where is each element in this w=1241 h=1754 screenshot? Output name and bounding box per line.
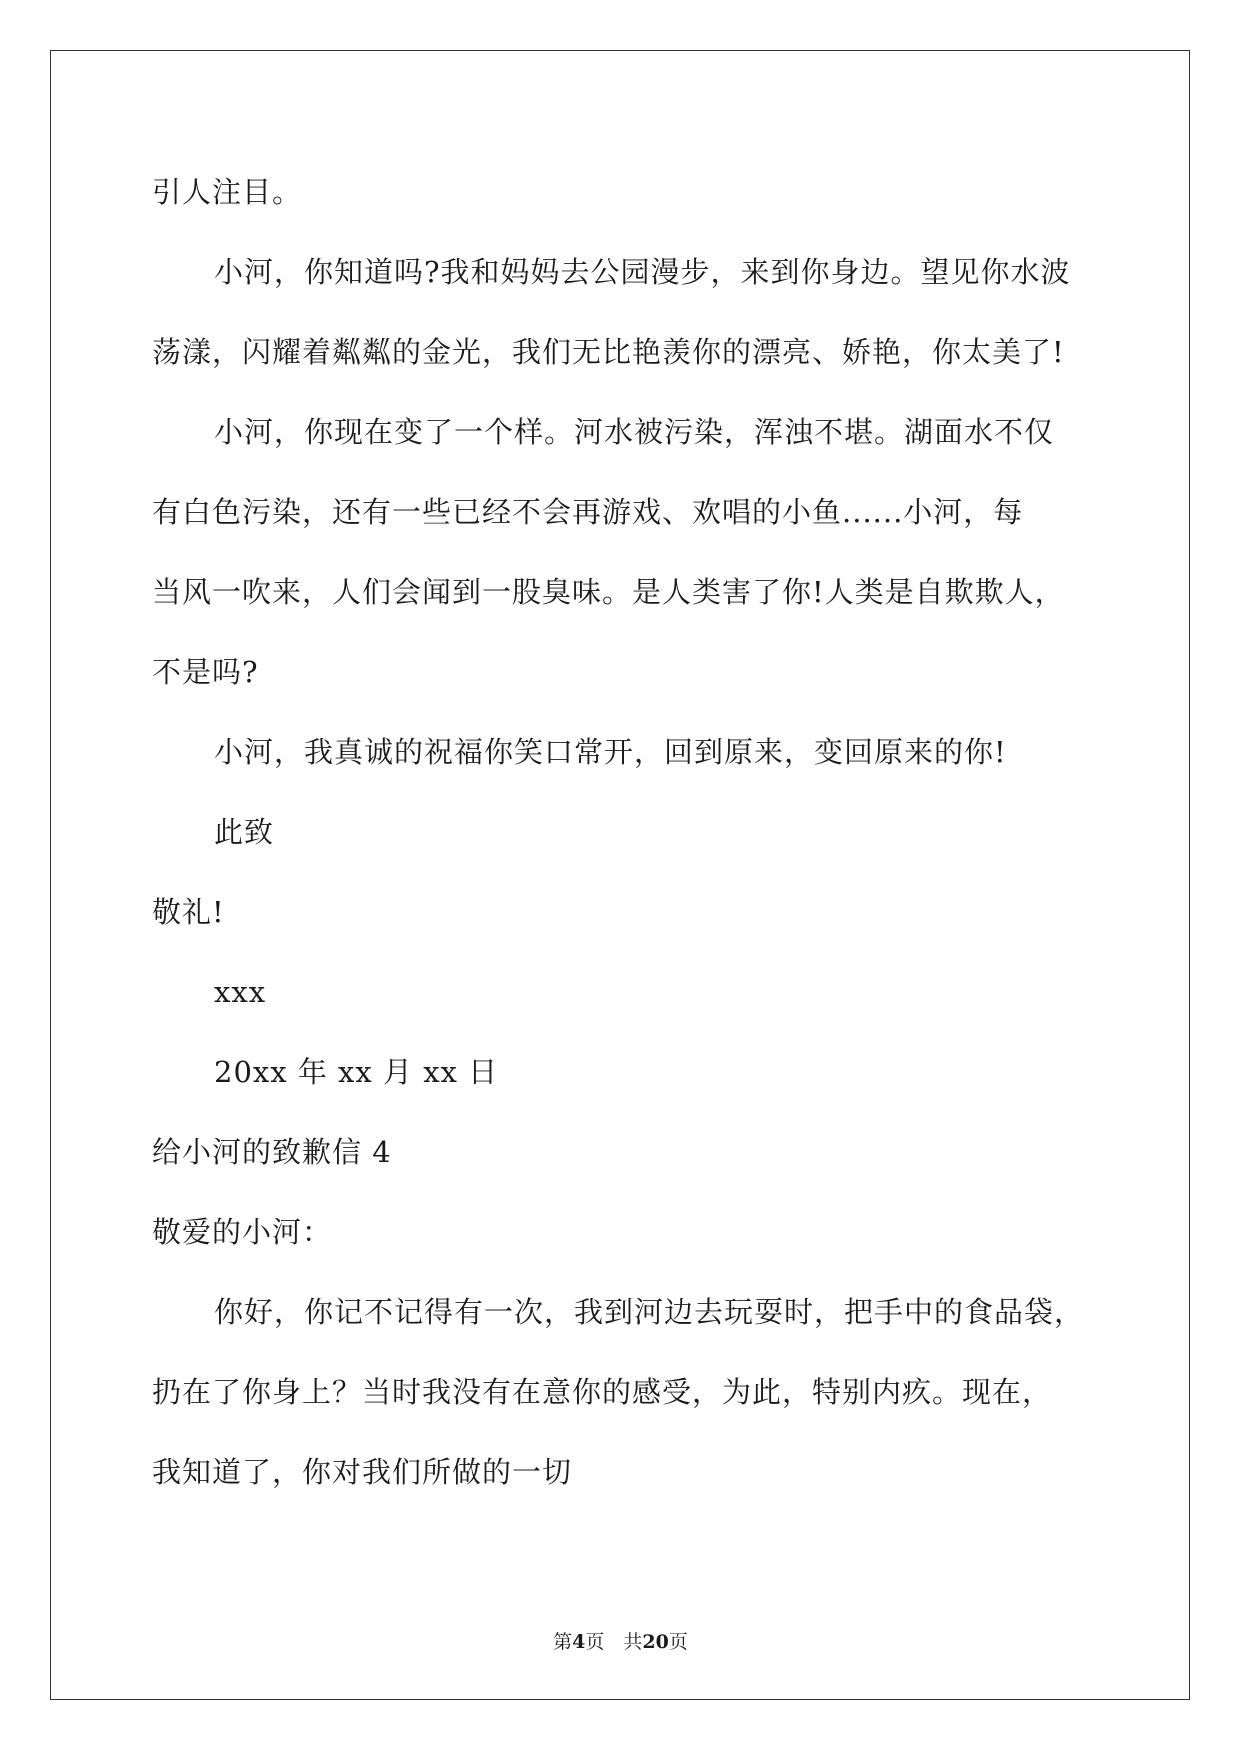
closing-regards: 敬礼! (152, 895, 225, 929)
date-line: 20xx 年 xx 月 xx 日 (214, 1055, 499, 1089)
letter-title: 给小河的致歉信 4 (152, 1135, 392, 1169)
text-line: 小河，你现在变了一个样。河水被污染，浑浊不堪。湖面水不仅 (214, 415, 1055, 449)
text-line: 引人注目。 (152, 175, 303, 209)
current-page-number: 4 (572, 1631, 586, 1653)
text-line: 不是吗? (152, 655, 259, 689)
footer-prefix: 第 (553, 1631, 573, 1653)
closing-salutation: 此致 (214, 815, 275, 849)
page-number-footer (0, 1630, 1241, 1654)
text-line: 我知道了，你对我们所做的一切 (152, 1455, 573, 1489)
text-line: 当风一吹来，人们会闻到一股臭味。是人类害了你!人类是自欺欺人， (152, 575, 1065, 609)
footer-suffix: 页 (668, 1631, 688, 1653)
text-line: 你好，你记不记得有一次，我到河边去玩耍时，把手中的食品袋， (214, 1295, 1085, 1329)
total-page-number: 20 (642, 1631, 669, 1653)
text-line: 有白色污染，还有一些已经不会再游戏、欢唱的小鱼......小河，每 (152, 495, 1024, 529)
signature: xxx (214, 975, 267, 1009)
text-line: 荡漾，闪耀着粼粼的金光，我们无比艳羡你的漂亮、娇艳，你太美了! (152, 335, 1065, 369)
text-line: 扔在了你身上？当时我没有在意你的感受，为此，特别内疚。现在， (152, 1375, 1053, 1409)
text-line: 小河，你知道吗?我和妈妈去公园漫步，来到你身边。望见你水波 (214, 255, 1071, 289)
text-line: 小河，我真诚的祝福你笑口常开，回到原来，变回原来的你! (214, 735, 1007, 769)
letter-greeting: 敬爱的小河： (152, 1215, 333, 1249)
footer-middle: 页 共 (585, 1631, 643, 1653)
